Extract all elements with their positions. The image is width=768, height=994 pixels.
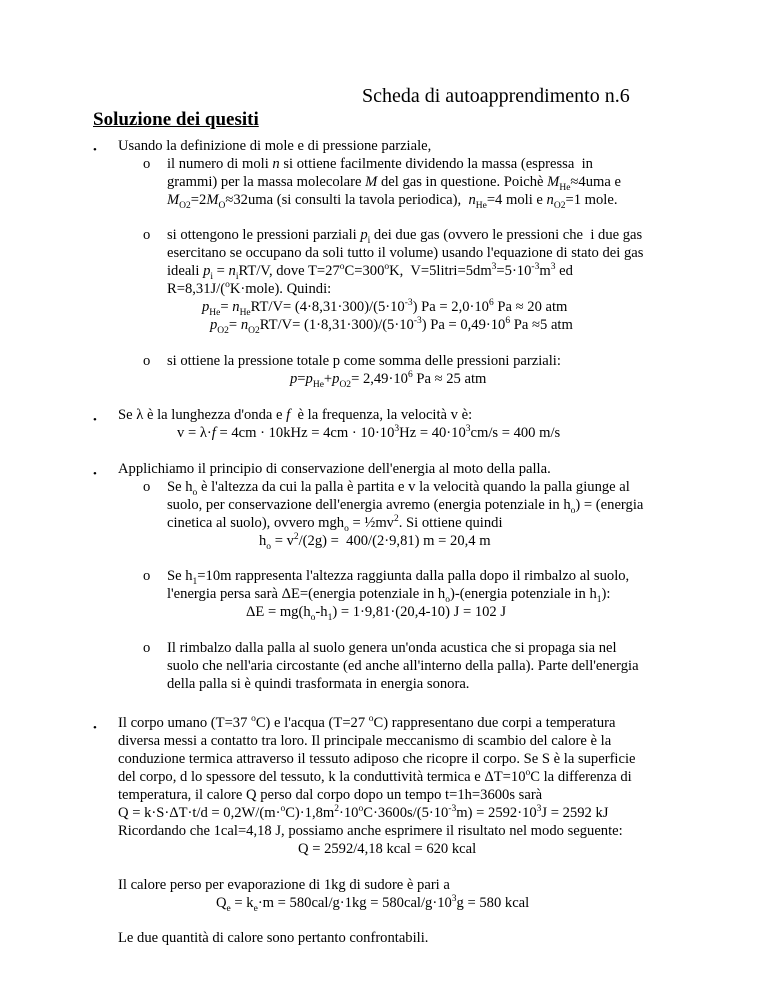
- q1a-line-3: $M_{O2}=2M_O\approx 32uma$ (si consulti la tavola periodica), $n_{He}=4$ moli e $n_{O2}=1$ mole.: [167, 192, 618, 211]
- q1b-line-4: R=8,31J/($^o$K·mole). Quindi:: [167, 280, 332, 297]
- bullet-marker: •: [93, 144, 97, 156]
- q3a-line-2: suolo, per conservazione dell'energia avremo (energia potenziale in $h_o$) = (energia: [167, 497, 644, 516]
- q4-formula-q: $Q = k\cdot S\cdot\Delta T\cdot t/d = 0,2W/(m\cdot^oC)\cdot 1,8m^2\cdot 10^oC\cdot 3600s/(5\cdot 10^{-3}m) = 2592\cdot 10^3J = 2592$ kJ: [118, 804, 609, 821]
- q4-line-2: diversa messi a contatto tra loro. Il principale meccanismo di scambio del calore è la: [118, 733, 612, 749]
- q3c-line-3: della palla si è quindi trasformata in energia sonora.: [167, 676, 470, 692]
- q1a-line-1: il numero di moli n si ottiene facilmente dividendo la massa (espressa in: [167, 156, 593, 172]
- q4-line-5: temperatura, il calore Q perso dal corpo dopo un tempo t=1h=3600s sarà: [118, 787, 543, 803]
- q4-line-3: conduzione termica attraverso il tessuto adiposo che ricopre il corpo. Se S è la superficie: [118, 751, 636, 767]
- q1b-line-3: ideali $p_i = n_iRT/V$, dove $T=27^oC=300^oK$, $V=5litri=5dm^3=5\cdot 10^{-3}m^3$ ed: [167, 262, 573, 282]
- q1-intro: Usando la definizione di mole e di pressione parziale,: [118, 138, 432, 154]
- q1b-formula-o2: $p_{O2}= n_{O2}RT/V= (1\cdot 8,31\cdot 300)/(5\cdot 10^{-3}) Pa = 0,49\cdot 10^6$ Pa ≈5 atm: [210, 316, 573, 336]
- q3a-line-3: cinetica al suolo), ovvero $mgh_o = \frac{1}{2}mv^2$. Si ottiene quindi: [167, 514, 503, 534]
- q1a-line-2: grammi) per la massa molecolare M del gas in questione. Poichè $M_{He}\approx 4uma$ e: [167, 174, 621, 193]
- q4-evap-formula: $Q_e = k_e\cdot m = 580cal/g\cdot 1kg = 580cal/g\cdot 10^3g = 580$ kcal: [216, 894, 530, 914]
- sub-bullet-marker: o: [143, 227, 151, 243]
- q2-line-1: Se λ è la lunghezza d'onda e f è la frequenza, la velocità v è:: [118, 407, 473, 423]
- q3b-formula: $\Delta E = mg(h_o-h_1) = 1\cdot 9,81\cdot(20,4-10) J = 102$ J: [246, 604, 507, 623]
- q2-formula: $v = \lambda\cdot f = 4cm \cdot 10kHz = 4cm \cdot 10\cdot 10^3Hz = 40\cdot 10^3cm/s = 400$ m/s: [177, 424, 561, 441]
- sub-bullet-marker: o: [143, 156, 151, 172]
- q4-line-7: Ricordando che 1cal=4,18 J, possiamo anche esprimere il risultato nel modo seguente:: [118, 823, 623, 839]
- bullet-marker: •: [93, 414, 97, 426]
- q3b-line-1: Se $h_1=10m$ rappresenta l'altezza raggiunta dalla palla dopo il rimbalzo al suolo,: [167, 568, 630, 587]
- q3a-line-1: Se $h_o$ è l'altezza da cui la palla è partita e v la velocità quando la palla giunge al: [167, 479, 630, 498]
- q1c-formula: $p=p_{He}+p_{O2}= 2,49\cdot 10^6$ Pa ≈ 25 atm: [290, 370, 487, 390]
- q1b-formula-he: $p_{He}= n_{He}RT/V= (4\cdot 8,31\cdot 300)/(5\cdot 10^{-3}) Pa = 2,0\cdot 10^6$ Pa ≈ 20 atm: [202, 298, 568, 318]
- section-heading: Soluzione dei quesiti: [93, 109, 259, 130]
- q3-intro: Applichiamo il principio di conservazione dell'energia al moto della palla.: [118, 461, 551, 477]
- page-title: Scheda di autoapprendimento n.6: [362, 85, 630, 107]
- bullet-marker: •: [93, 722, 97, 734]
- q1c-line-1: si ottiene la pressione totale p come somma delle pressioni parziali:: [167, 353, 561, 369]
- sub-bullet-marker: o: [143, 568, 151, 584]
- sub-bullet-marker: o: [143, 479, 151, 495]
- q3b-line-2: l'energia persa sarà ΔE=(energia potenziale in $h_o)-(energia$ potenziale in $h_1$):: [167, 586, 611, 605]
- q4-line-1: Il corpo umano (T=37 $^o$C) e l'acqua (T=27 $^o$C) rappresentano due corpi a temperatura: [118, 714, 616, 731]
- q4-conclusion: Le due quantità di calore sono pertanto confrontabili.: [118, 930, 429, 946]
- q1b-line-1: si ottengono le pressioni parziali $p_i$ dei due gas (ovvero le pressioni che i due gas: [167, 227, 643, 246]
- q4-line-4: del corpo, d lo spessore del tessuto, k la conduttività termica e $\Delta T=10^oC$ la differenza di: [118, 768, 632, 785]
- q4-evap-line-1: Il calore perso per evaporazione di 1kg di sudore è pari a: [118, 877, 450, 893]
- bullet-marker: •: [93, 468, 97, 480]
- q3c-line-2: suolo che nell'aria circostante (ed anche all'interno della palla). Parte dell'energia: [167, 658, 639, 674]
- q3c-line-1: Il rimbalzo dalla palla al suolo genera un'onda acustica che si propaga sia nel: [167, 640, 617, 656]
- q4-formula-kcal: Q = 2592/4,18 kcal = 620 kcal: [298, 841, 477, 857]
- q3a-formula: $h_o = v^2/(2g) = 400/(2\cdot 9,81) m = 20,4$ m: [259, 532, 491, 552]
- sub-bullet-marker: o: [143, 640, 151, 656]
- q1b-line-2: esercitano se occupano da soli tutto il volume) usando l'equazione di stato dei gas: [167, 245, 644, 261]
- sub-bullet-marker: o: [143, 353, 151, 369]
